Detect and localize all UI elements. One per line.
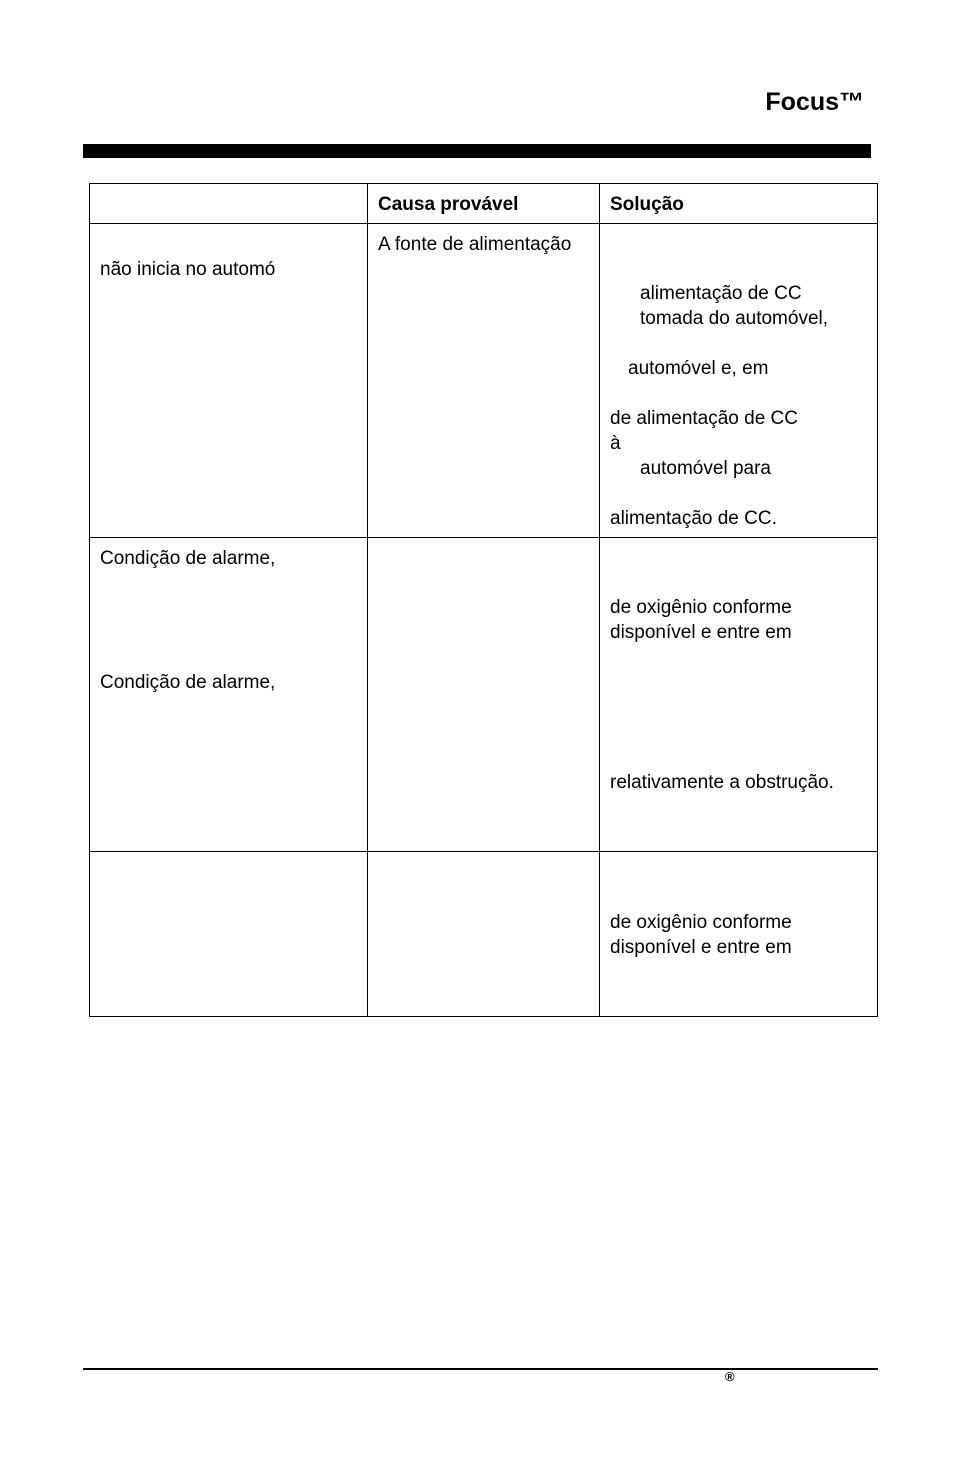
row1-cause-line: A fonte de alimentação [378,234,572,255]
column-divider-2 [599,184,600,1016]
header-cell-cause: Causa provável [378,194,519,215]
header-cell-solution: Solução [610,194,684,215]
row-divider-header [90,223,877,224]
registered-mark: ® [725,1369,735,1384]
row2-problem-line: Condição de alarme, [100,672,276,693]
row2-solution-line: relativamente a obstrução. [610,772,834,793]
troubleshooting-table [89,183,878,1017]
brand-title: Focus™ [765,88,864,116]
row1-solution-line: de alimentação de CC [610,408,798,429]
row3-solution-line: de oxigênio conforme [610,912,792,933]
row1-solution-line: alimentação de CC. [610,508,777,529]
row1-problem-line: não inicia no automó [100,259,276,280]
row-divider-1 [90,537,877,538]
row-divider-2 [90,851,877,852]
row2-solution-line: de oxigênio conforme [610,597,792,618]
header-rule [83,144,871,158]
column-divider-1 [367,184,368,1016]
row1-solution-line: automóvel para [640,458,771,479]
row1-solution-line: à [610,433,621,454]
row3-solution-line: disponível e entre em [610,937,792,958]
row2-problem-line: Condição de alarme, [100,548,276,569]
footer-rule [83,1368,878,1370]
row2-solution-line: disponível e entre em [610,622,792,643]
row1-solution-line: alimentação de CC [640,283,802,304]
row1-solution-line: automóvel e, em [628,358,769,379]
row1-solution-line: tomada do automóvel, [640,308,829,329]
